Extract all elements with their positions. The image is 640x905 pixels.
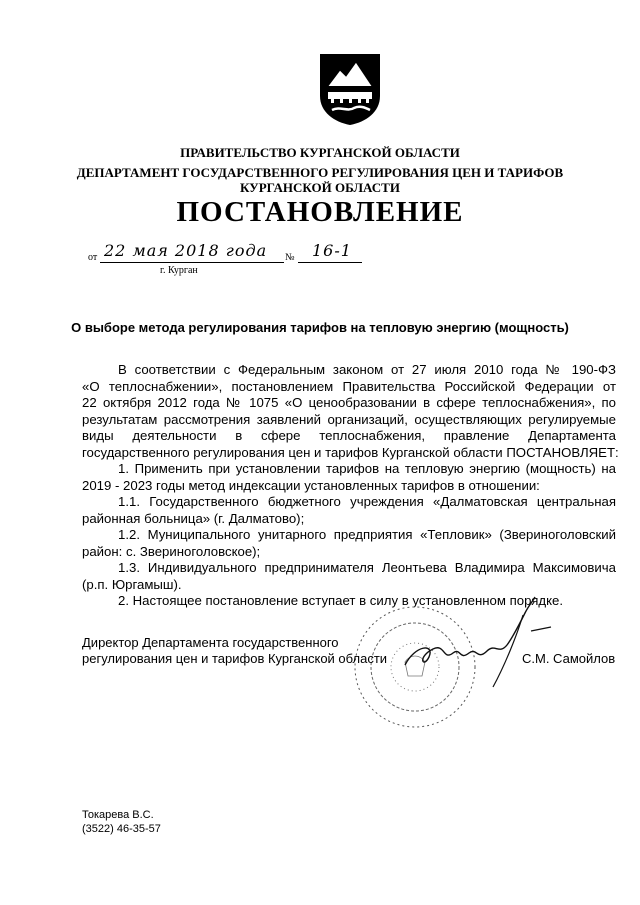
department-title-line2: КУРГАНСКОЙ ОБЛАСТИ — [240, 180, 400, 195]
document-subject: О выборе метода регулирования тарифов на тепловую энергию (мощность) — [71, 320, 569, 335]
body-line: результатам рассмотрения заявлений организаций, осуществляющих регулируемые — [82, 411, 616, 427]
item-1-line: 1. Применить при установлении тарифов на тепловую энергию (мощность) на — [118, 461, 616, 476]
executor-name: Токарева В.С. — [82, 809, 154, 821]
body-line: 22 октября 2012 года № 1075 «О ценообразовании в сфере теплоснабжения», по — [82, 395, 616, 410]
city-label: г. Курган — [160, 265, 198, 276]
number-handwritten: 16-1 — [312, 241, 352, 260]
date-handwritten: 22 мая 2018 года — [104, 241, 268, 260]
handwritten-signature — [395, 595, 555, 690]
signatory-name: С.М. Самойлов — [522, 651, 616, 666]
government-title: ПРАВИТЕЛЬСТВО КУРГАНСКОЙ ОБЛАСТИ — [180, 145, 460, 160]
body-line: В соответствии с Федеральным законом от 27 июля 2010 года № 190-ФЗ — [118, 362, 616, 377]
number-underline — [298, 262, 362, 263]
body-line: «О теплоснабжении», постановлением Правительства Российской Федерации от — [82, 378, 616, 394]
signatory-position-line1: Директор Департамента государственного — [82, 635, 339, 650]
item-1-1-line: 1.1. Государственного бюджетного учреждения «Далматовская центральная — [118, 494, 616, 509]
item-2-line: 2. Настоящее постановление вступает в силу в установленном порядке. — [118, 593, 564, 608]
item-1-2-line: 1.2. Муниципального унитарного предприятия «Тепловик» (Звериноголовский — [118, 527, 616, 542]
document-type-heading: ПОСТАНОВЛЕНИЕ — [176, 196, 464, 228]
item-1-line: 2019 - 2023 годы метод индексации установленных тарифов в отношении: — [82, 477, 540, 493]
date-from-label: от — [88, 252, 98, 263]
number-label: № — [285, 252, 295, 263]
item-1-2-line: район: с. Звериноголовское); — [82, 543, 261, 559]
coat-of-arms-emblem — [318, 52, 382, 126]
body-line: виды деятельности в сфере теплоснабжения, правление Департамента — [82, 428, 616, 443]
item-1-3-line: 1.3. Индивидуального предпринимателя Леонтьева Владимира Максимовича — [118, 560, 616, 575]
item-1-1-line: районная больница» (г. Далматово); — [82, 510, 305, 526]
document-body — [82, 362, 619, 610]
signatory-position-line2: регулирования цен и тарифов Курганской области — [82, 651, 388, 666]
date-underline — [100, 262, 284, 263]
item-1-3-line: (р.п. Юргамыш). — [82, 576, 182, 592]
department-title-line1: ДЕПАРТАМЕНТ ГОСУДАРСТВЕННОГО РЕГУЛИРОВАНИЯ ЦЕН И ТАРИФОВ — [76, 165, 564, 180]
body-line: государственного регулирования цен и тарифов Курганской области ПОСТАНОВЛЯЕТ: — [82, 444, 619, 460]
executor-phone: (3522) 46-35-57 — [82, 823, 161, 835]
